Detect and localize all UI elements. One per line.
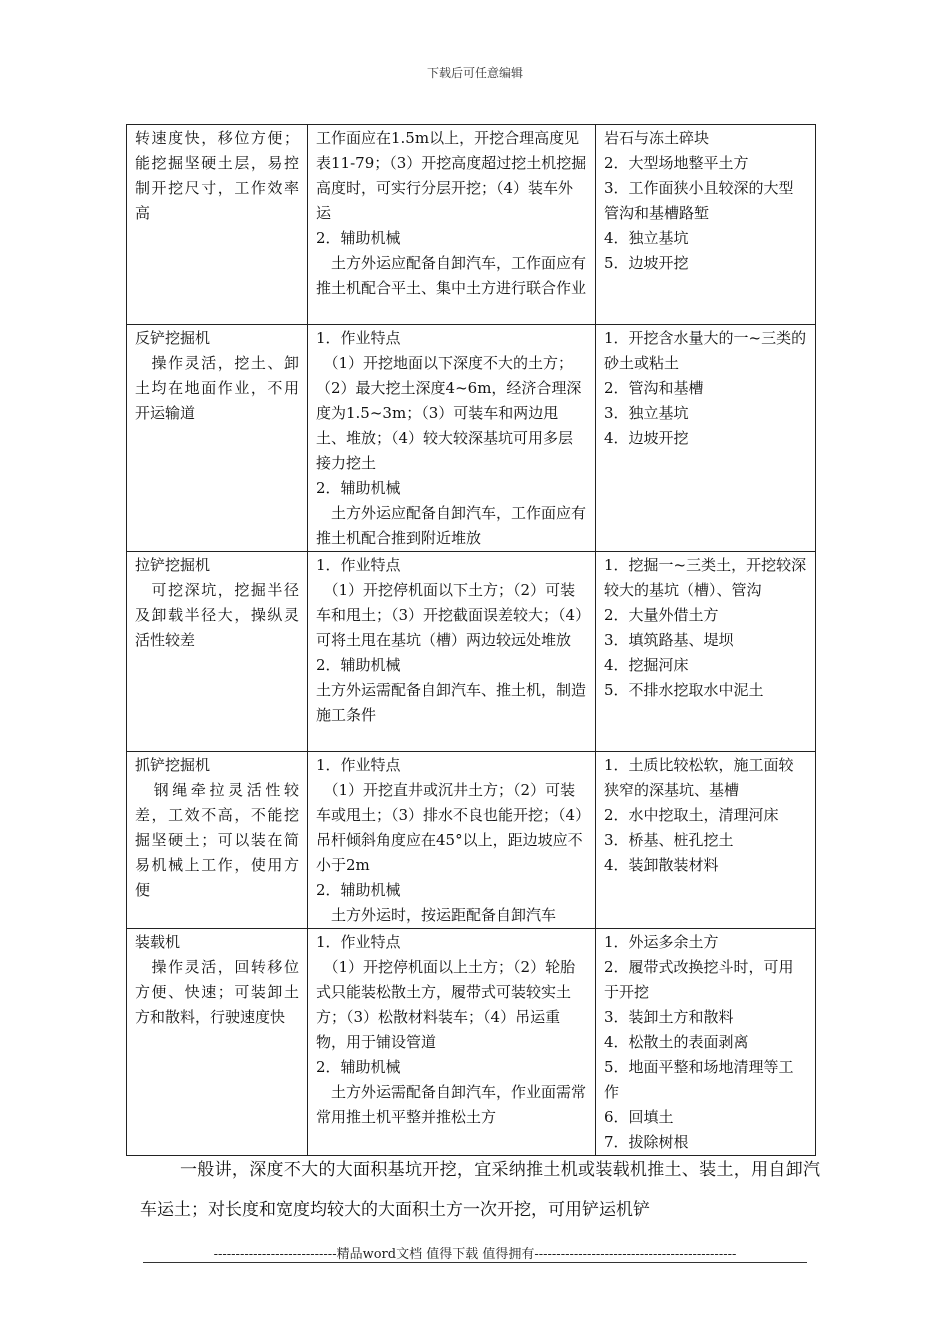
machine-description: 转速度快，移位方便；能挖掘坚硬土层，易控制开挖尺寸，工作效率高 xyxy=(135,129,299,222)
footer-divider xyxy=(143,1262,807,1263)
machine-name: 拉铲挖掘机 xyxy=(135,556,211,574)
feature-line: 2．辅助机械 xyxy=(316,881,401,899)
use-line: 3．填筑路基、堤坝 xyxy=(604,631,734,649)
use-line: 1．开挖含水量大的一~三类的砂土或粘土 xyxy=(604,329,807,372)
feature-line: 土方外运应配备自卸汽车，工作面应有推土机配合推到附近堆放 xyxy=(316,504,587,547)
features-cell xyxy=(308,929,596,1156)
machine-name: 装载机 xyxy=(135,933,181,951)
use-line: 5．不排水挖取水中泥土 xyxy=(604,681,764,699)
use-line: 2．大量外借土方 xyxy=(604,606,719,624)
use-line: 7．拔除树根 xyxy=(604,1133,689,1151)
features-cell xyxy=(308,552,596,752)
feature-line: 土方外运需配备自卸汽车，作业面需常常用推土机平整并推松土方 xyxy=(316,1083,587,1126)
use-line: 3．装卸土方和散料 xyxy=(604,1008,734,1026)
use-line: 2．大型场地整平土方 xyxy=(604,154,749,172)
feature-line: 1．作业特点 xyxy=(316,756,401,774)
use-line: 4．装卸散装材料 xyxy=(604,856,719,874)
use-line: 2．水中挖取土，清理河床 xyxy=(604,806,779,824)
use-line: 3．工作面狭小且较深的大型管沟和基槽路堑 xyxy=(604,179,794,222)
machine-description: 操作灵活，挖土、卸土均在地面作业，不用开运输道 xyxy=(135,354,299,422)
features-cell xyxy=(308,125,596,325)
use-line: 5．地面平整和场地清理等工作 xyxy=(604,1058,794,1101)
uses-cell xyxy=(596,552,816,752)
feature-line: 工作面应在1.5m以上，开挖合理高度见表11-79；（3）开挖高度超过挖土机挖掘高度时，可实行分层开挖；（4）装车外运 xyxy=(316,129,587,222)
machine-cell xyxy=(127,552,308,752)
machine-table xyxy=(126,124,816,1156)
table-row xyxy=(127,125,816,325)
use-line: 1．外运多余土方 xyxy=(604,933,719,951)
use-line: 岩石与冻土碎块 xyxy=(604,129,710,147)
table-row xyxy=(127,325,816,552)
feature-line: 1．作业特点 xyxy=(316,933,401,951)
use-line: 2．管沟和基槽 xyxy=(604,379,704,397)
feature-line: （1）开挖停机面以下土方；（2）可装车和甩土；（3）开挖截面误差较大；（4）可将土甩在基坑（槽）两边较远处堆放 xyxy=(316,581,583,649)
machine-description: 钢绳牵拉灵活性较差，工效不高，不能挖掘坚硬土；可以装在简易机械上工作，使用方便 xyxy=(135,781,299,899)
table-row xyxy=(127,552,816,752)
use-line: 4．松散土的表面剥离 xyxy=(604,1033,749,1051)
feature-line: （1）开挖直井或沉井土方；（2）可装车或甩土；（3）排水不良也能开挖；（4）吊杆倾斜角度应在45°以上，距边坡应不小于2m xyxy=(316,781,583,874)
machine-cell xyxy=(127,929,308,1156)
feature-line: 土方外运需配备自卸汽车、推土机，制造施工条件 xyxy=(316,681,587,724)
machine-name: 抓铲挖掘机 xyxy=(135,756,211,774)
feature-line: （1）开挖地面以下深度不大的土方；（2）最大挖土深度4~6m，经济合理深度为1.5~3m；（3）可装车和两边甩土、堆放；（4）较大较深基坑可用多层接力挖土 xyxy=(316,354,582,472)
table-row xyxy=(127,929,816,1156)
machine-name: 反铲挖掘机 xyxy=(135,329,211,347)
feature-line: 1．作业特点 xyxy=(316,556,401,574)
feature-line: 1．作业特点 xyxy=(316,329,401,347)
use-line: 4．边坡开挖 xyxy=(604,429,689,447)
use-line: 4．挖掘河床 xyxy=(604,656,689,674)
use-line: 3．桥基、桩孔挖土 xyxy=(604,831,734,849)
use-line: 4．独立基坑 xyxy=(604,229,689,247)
machine-description: 操作灵活，回转移位方便、快速；可装卸土方和散料，行驶速度快 xyxy=(135,958,299,1026)
use-line: 5．边坡开挖 xyxy=(604,254,689,272)
use-line: 2．履带式改换挖斗时，可用于开挖 xyxy=(604,958,794,1001)
uses-cell xyxy=(596,125,816,325)
feature-line: （1）开挖停机面以上土方；（2）轮胎式只能装松散土方，履带式可装较实土方；（3）松散材料装车；（4）吊运重物，用于铺设管道 xyxy=(316,958,576,1051)
feature-line: 2．辅助机械 xyxy=(316,656,401,674)
table-row xyxy=(127,752,816,929)
machine-cell xyxy=(127,752,308,929)
page-footer: ----------------------------精品word文档 值得下载 值得拥有---------------------------------------------- xyxy=(213,1247,737,1262)
use-line: 6．回填土 xyxy=(604,1108,674,1126)
features-cell xyxy=(308,752,596,929)
page-header: 下载后可任意编辑 xyxy=(426,66,523,80)
feature-line: 土方外运应配备自卸汽车，工作面应有推土机配合平土、集中土方进行联合作业 xyxy=(316,254,587,297)
feature-line: 2．辅助机械 xyxy=(316,479,401,497)
uses-cell xyxy=(596,929,816,1156)
uses-cell xyxy=(596,752,816,929)
feature-line: 2．辅助机械 xyxy=(316,1058,401,1076)
use-line: 3．独立基坑 xyxy=(604,404,689,422)
feature-line: 2．辅助机械 xyxy=(316,229,401,247)
feature-line: 土方外运时，按运距配备自卸汽车 xyxy=(316,906,557,924)
use-line: 1．土质比较松软，施工面较狭窄的深基坑、基槽 xyxy=(604,756,794,799)
paragraph-text: 一般讲，深度不大的大面积基坑开挖，宜采纳推土机或装载机推土、装土，用自卸汽车运土；对长度和宽度均较大的大面积土方一次开挖，可用铲运机铲 xyxy=(140,1160,820,1220)
machine-cell xyxy=(127,325,308,552)
machine-cell xyxy=(127,125,308,325)
uses-cell xyxy=(596,325,816,552)
use-line: 1．挖掘一~三类土，开挖较深较大的基坑（槽）、管沟 xyxy=(604,556,807,599)
machine-description: 可挖深坑，挖掘半径及卸载半径大，操纵灵活性较差 xyxy=(135,581,299,649)
features-cell xyxy=(308,325,596,552)
body-paragraph xyxy=(140,1150,820,1230)
